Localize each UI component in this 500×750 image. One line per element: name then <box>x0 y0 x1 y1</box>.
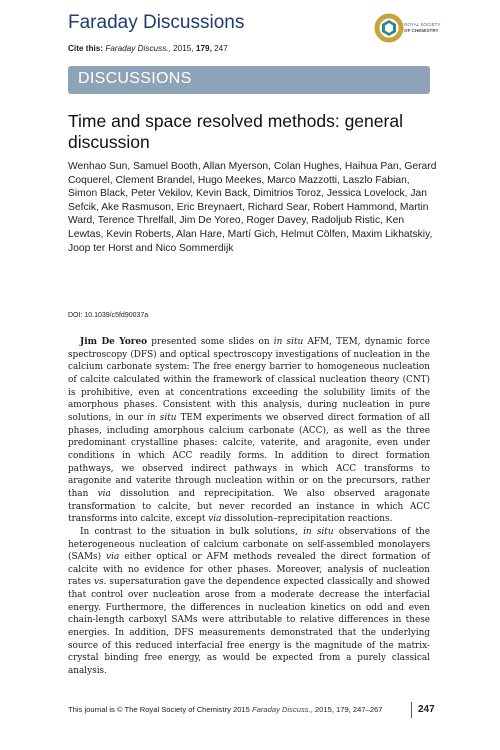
italic-run: in situ <box>303 526 334 537</box>
text-run: observations of the heterogeneous nucleation of calcium carbonate on self-assembled monolayers (SAMs) <box>68 526 430 563</box>
italic-run: in situ <box>147 412 177 423</box>
italic-run: via <box>106 552 120 563</box>
italic-run: vs. <box>93 577 107 588</box>
logo-text-line1: ROYAL SOCIETY <box>404 22 441 27</box>
doi-line[interactable]: DOI: 10.1039/c5fd90037a <box>68 312 149 319</box>
footer-divider <box>411 702 412 718</box>
journal-title: Faraday Discussions <box>68 12 245 33</box>
cite-journal: Faraday Discuss., <box>105 44 171 53</box>
text-run: AFM, TEM, dynamic force spectroscopy (DFS) and optical spectroscopy investigations of nucleation in the calcium carbonate system: The free energy barrier to homogeneous nucleation of calcite calculated within the framework of classical nucleation theory (CNT) is prohibitive, even at concentrations exceeding the solubility limits of the amorphous phases. Consistent with this analysis, during nucleation in pure solutions, in our <box>68 337 430 423</box>
text-run: supersaturation gave the dependence expected classically and showed that control over nucleation arose from a moderate decrease the interfacial energy. Furthermore, the differences in nucleation kinetics on odd and even chain-length carboxyl SAMs were attributable to relative differences in these energies. In addition, DFS measurements demonstrated that the underlying source of this reduced interfacial free energy is the magnitude of the matrix-crystal binding free energy, as would be expected from a purely classical analysis. <box>68 577 430 677</box>
rsc-emblem-icon <box>377 16 401 40</box>
cite-year: 2015, <box>173 44 194 53</box>
footer-copyright-text: This journal is © The Royal Society of Chemistry 2015 <box>68 705 250 714</box>
paragraph-1 <box>68 336 430 526</box>
author-list: Wenhao Sun, Samuel Booth, Allan Myerson, Colan Hughes, Haihua Pan, Gerard Coquerel, Clement Brandel, Hugo Meekes, Marco Mazzotti, Laszlo Fabian, Simon Black, Peter Vekilov, Kevin Back, Dimitrios Toroz, Jessica Lovelock, Jan Sefcik, Ake Rasmuson, Eric Breynaert, Richard Sear, Robert Hammond, Martin Ward, Terence Threlfall, Jim De Yoreo, Roger Davey, Radoljub Ristic, Ken Lewtas, Kevin Roberts, Alan Hare, Martí Gich, Helmut Cölfen, Maxim Likhatskiy, Joop ter Horst and Nico Sommerdijk <box>68 161 437 254</box>
page-number: 247 <box>418 704 435 715</box>
text-run: either optical or AFM methods revealed the direct formation of calcite with no evidence for other phases. Moreover, analysis of nucleation rates <box>68 552 430 588</box>
paragraph-2 <box>68 526 430 678</box>
speaker-name: Jim De Yoreo <box>80 337 148 347</box>
rsc-logo <box>375 10 441 50</box>
article-title: Time and space resolved methods: general discussion <box>68 111 403 152</box>
citation-line <box>68 44 228 53</box>
italic-run: in situ <box>273 337 304 347</box>
italic-run: via <box>97 488 111 499</box>
text-run: In contrast to the situation in bulk solutions, <box>80 526 304 537</box>
cite-page: 247 <box>214 44 228 53</box>
text-run: TEM experiments we observed direct formation of all phases, including amorphous calcium carbonate (ACC), as well as the three predominant crystalline phases: calcite, vaterite, and aragonite, even under conditions in which ACC readily forms. In addition to direct formation pathways, we observed indirect pathways in which ACC transforms to aragonite and vaterite through nucleation within or on the precursors, rather than <box>68 412 430 499</box>
cite-label: Cite this: <box>68 44 104 53</box>
article-body <box>68 336 430 678</box>
page-footer <box>68 704 435 718</box>
cite-volume: 179, <box>195 44 212 53</box>
footer-copyright <box>68 705 383 714</box>
text-run: dissolution and reprecipitation. We also observed aragonate transformation to calcite, but never recorded an instance in which ACC transforms into calcite, except <box>68 488 430 525</box>
footer-journal: Faraday Discuss., <box>252 705 313 714</box>
section-banner <box>68 66 430 94</box>
text-run: dissolution–reprecipitation reactions. <box>221 514 393 525</box>
italic-run: via <box>208 514 222 525</box>
text-run: presented some slides on <box>147 337 274 347</box>
banner-label: DISCUSSIONS <box>78 70 192 87</box>
logo-text-line2: OF CHEMISTRY <box>404 28 439 33</box>
footer-range: 2015, 179, 247–267 <box>314 705 383 714</box>
